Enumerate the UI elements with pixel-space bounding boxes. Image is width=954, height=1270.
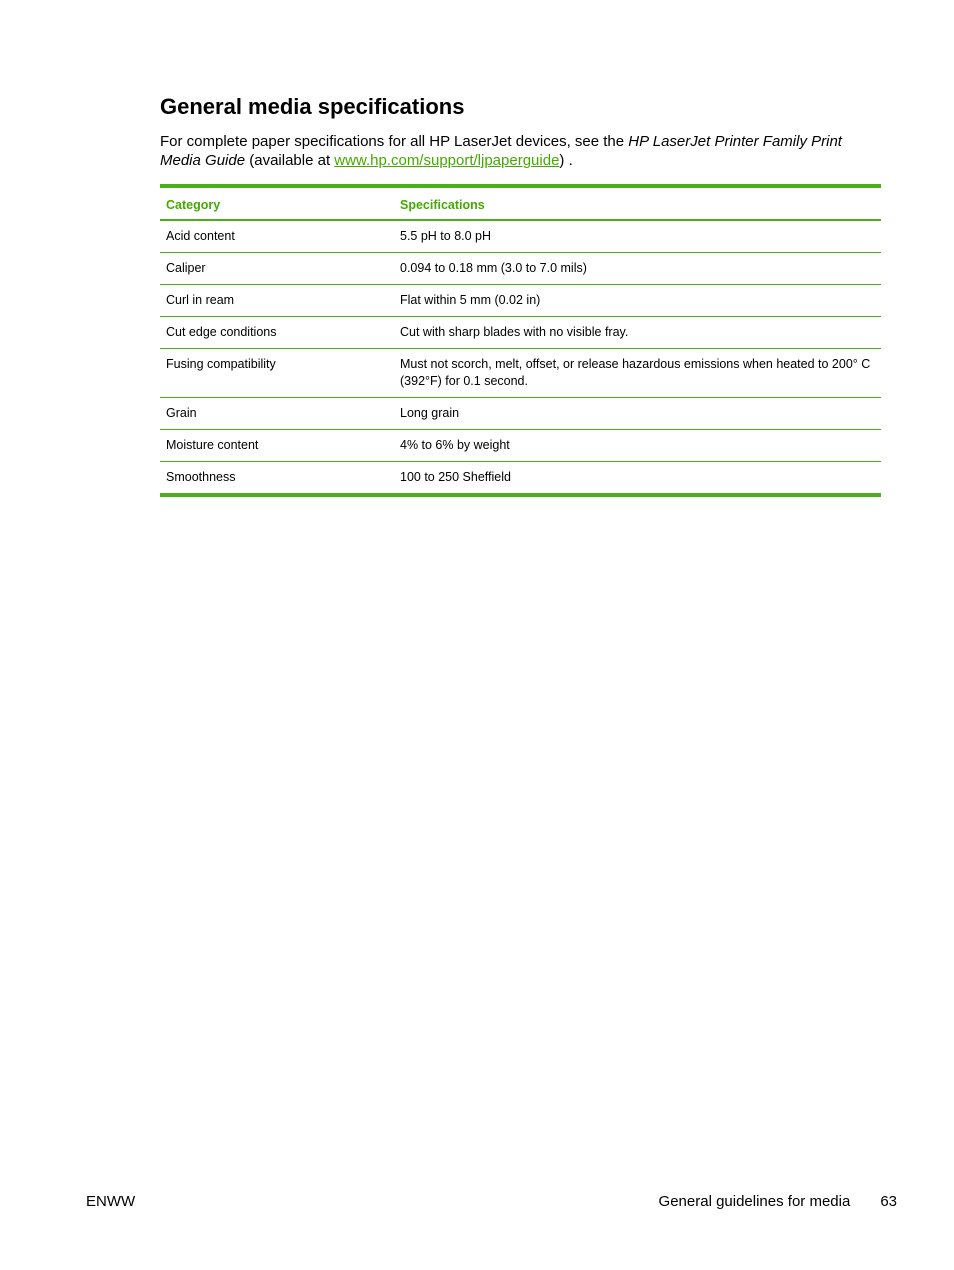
row-category: Moisture content [160, 430, 394, 462]
row-specification: Flat within 5 mm (0.02 in) [394, 285, 881, 317]
row-category: Fusing compatibility [160, 349, 394, 398]
table-row [160, 398, 881, 430]
table-row [160, 349, 881, 398]
row-specification: 4% to 6% by weight [394, 430, 881, 462]
table-row [160, 462, 881, 496]
intro-text-after: ) . [559, 152, 573, 169]
intro-paragraph [160, 132, 884, 170]
row-category: Acid content [160, 220, 394, 253]
intro-text-middle: (available at [245, 152, 335, 169]
table-row [160, 430, 881, 462]
row-specification: Must not scorch, melt, offset, or release hazardous emissions when heated to 200° C (392°F) for 0.1 second. [394, 349, 881, 398]
row-category: Smoothness [160, 462, 394, 496]
table-header-row [160, 186, 881, 220]
row-specification: Cut with sharp blades with no visible fray. [394, 317, 881, 349]
footer-left-label: ENWW [86, 1193, 136, 1210]
table-row [160, 253, 881, 285]
footer-section-title: General guidelines for media [658, 1193, 851, 1210]
media-spec-table [160, 184, 881, 497]
row-specification: Long grain [394, 398, 881, 430]
page-number: 63 [880, 1193, 897, 1210]
row-category: Caliper [160, 253, 394, 285]
table-row [160, 285, 881, 317]
row-specification: 5.5 pH to 8.0 pH [394, 220, 881, 253]
footer-right [659, 1193, 897, 1211]
row-specification: 100 to 250 Sheffield [394, 462, 881, 496]
table-row [160, 317, 881, 349]
table-row [160, 220, 881, 253]
header-specifications: Specifications [400, 198, 485, 212]
page-title: General media specifications [160, 94, 465, 119]
row-category: Curl in ream [160, 285, 394, 317]
intro-text-before: For complete paper specifications for all HP LaserJet devices, see the [160, 133, 629, 150]
guide-title: HP LaserJet Printer Family Print Media Guide [160, 133, 842, 169]
row-category: Grain [160, 398, 394, 430]
row-category: Cut edge conditions [160, 317, 394, 349]
paper-guide-link[interactable]: www.hp.com/support/ljpaperguide [334, 152, 560, 169]
row-specification: 0.094 to 0.18 mm (3.0 to 7.0 mils) [394, 253, 881, 285]
header-category: Category [166, 198, 221, 212]
